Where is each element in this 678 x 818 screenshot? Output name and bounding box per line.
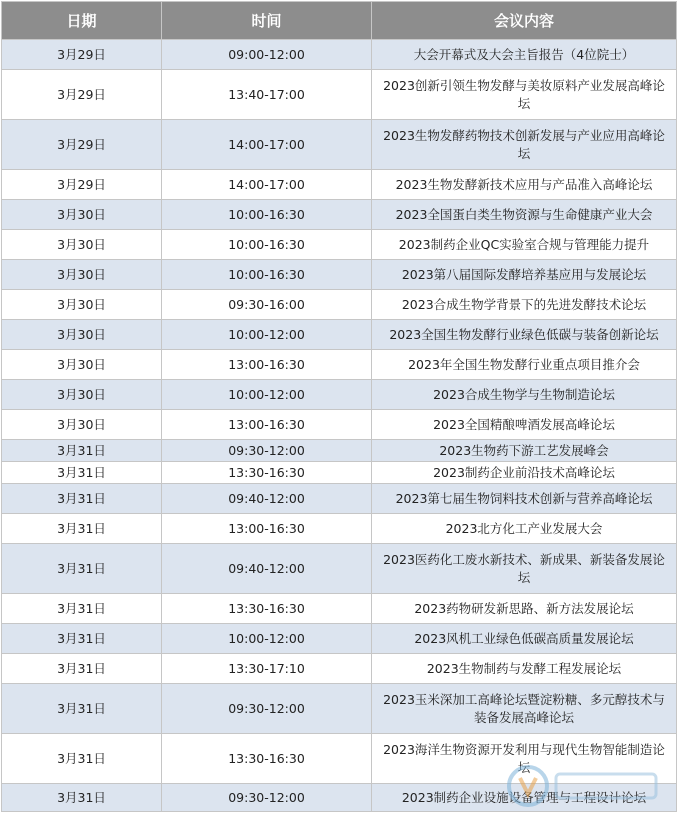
header-topic: 会议内容 xyxy=(372,2,677,40)
cell-date: 3月30日 xyxy=(2,380,162,410)
table-row xyxy=(2,290,677,320)
cell-time: 09:30-12:00 xyxy=(162,684,372,734)
table-row xyxy=(2,684,677,734)
cell-time: 13:40-17:00 xyxy=(162,70,372,120)
cell-time: 13:00-16:30 xyxy=(162,514,372,544)
table-row xyxy=(2,544,677,594)
table-row xyxy=(2,170,677,200)
table-row xyxy=(2,260,677,290)
cell-time: 10:00-12:00 xyxy=(162,380,372,410)
table-row xyxy=(2,380,677,410)
table-row xyxy=(2,230,677,260)
cell-topic: 2023合成生物学与生物制造论坛 xyxy=(372,380,677,410)
table-row xyxy=(2,784,677,812)
cell-topic: 2023玉米深加工高峰论坛暨淀粉糖、多元醇技术与装备发展高峰论坛 xyxy=(372,684,677,734)
cell-date: 3月29日 xyxy=(2,70,162,120)
cell-date: 3月30日 xyxy=(2,200,162,230)
cell-topic: 2023医药化工废水新技术、新成果、新装备发展论坛 xyxy=(372,544,677,594)
cell-date: 3月30日 xyxy=(2,320,162,350)
cell-date: 3月31日 xyxy=(2,594,162,624)
cell-topic: 2023制药企业QC实验室合规与管理能力提升 xyxy=(372,230,677,260)
cell-date: 3月31日 xyxy=(2,684,162,734)
cell-date: 3月31日 xyxy=(2,544,162,594)
cell-topic: 2023生物发酵药物技术创新发展与产业应用高峰论坛 xyxy=(372,120,677,170)
cell-topic: 2023第七届生物饲料技术创新与营养高峰论坛 xyxy=(372,484,677,514)
cell-date: 3月31日 xyxy=(2,654,162,684)
cell-time: 09:40-12:00 xyxy=(162,484,372,514)
cell-time: 09:30-12:00 xyxy=(162,784,372,812)
cell-topic: 2023创新引领生物发酵与美妆原料产业发展高峰论坛 xyxy=(372,70,677,120)
table-row xyxy=(2,654,677,684)
cell-date: 3月30日 xyxy=(2,230,162,260)
table-row xyxy=(2,120,677,170)
cell-time: 13:30-16:30 xyxy=(162,734,372,784)
cell-time: 13:30-17:10 xyxy=(162,654,372,684)
table-row xyxy=(2,734,677,784)
cell-time: 13:30-16:30 xyxy=(162,594,372,624)
table-row xyxy=(2,484,677,514)
cell-date: 3月31日 xyxy=(2,624,162,654)
schedule-table xyxy=(1,1,677,812)
table-header-row xyxy=(2,2,677,40)
cell-topic: 2023全国生物发酵行业绿色低碳与装备创新论坛 xyxy=(372,320,677,350)
cell-topic: 2023药物研发新思路、新方法发展论坛 xyxy=(372,594,677,624)
table-row xyxy=(2,200,677,230)
table-row xyxy=(2,462,677,484)
cell-date: 3月31日 xyxy=(2,462,162,484)
cell-topic: 2023北方化工产业发展大会 xyxy=(372,514,677,544)
cell-time: 13:30-16:30 xyxy=(162,462,372,484)
cell-date: 3月30日 xyxy=(2,350,162,380)
cell-date: 3月29日 xyxy=(2,120,162,170)
cell-time: 10:00-12:00 xyxy=(162,320,372,350)
table-row xyxy=(2,350,677,380)
cell-date: 3月30日 xyxy=(2,260,162,290)
cell-date: 3月29日 xyxy=(2,170,162,200)
cell-date: 3月30日 xyxy=(2,290,162,320)
cell-time: 13:00-16:30 xyxy=(162,410,372,440)
cell-topic: 2023合成生物学背景下的先进发酵技术论坛 xyxy=(372,290,677,320)
cell-topic: 2023海洋生物资源开发利用与现代生物智能制造论坛 xyxy=(372,734,677,784)
cell-time: 10:00-12:00 xyxy=(162,624,372,654)
cell-date: 3月31日 xyxy=(2,734,162,784)
cell-time: 09:30-16:00 xyxy=(162,290,372,320)
cell-topic: 2023全国蛋白类生物资源与生命健康产业大会 xyxy=(372,200,677,230)
cell-topic: 2023全国精酿啤酒发展高峰论坛 xyxy=(372,410,677,440)
cell-time: 13:00-16:30 xyxy=(162,350,372,380)
cell-time: 09:40-12:00 xyxy=(162,544,372,594)
cell-date: 3月31日 xyxy=(2,440,162,462)
cell-time: 10:00-16:30 xyxy=(162,260,372,290)
cell-time: 14:00-17:00 xyxy=(162,170,372,200)
cell-topic: 2023生物制药与发酵工程发展论坛 xyxy=(372,654,677,684)
table-row xyxy=(2,440,677,462)
cell-time: 14:00-17:00 xyxy=(162,120,372,170)
table-row xyxy=(2,410,677,440)
cell-topic: 大会开幕式及大会主旨报告（4位院士） xyxy=(372,40,677,70)
cell-date: 3月29日 xyxy=(2,40,162,70)
cell-time: 09:00-12:00 xyxy=(162,40,372,70)
table-row xyxy=(2,594,677,624)
table-row xyxy=(2,624,677,654)
cell-topic: 2023制药企业设施设备管理与工程设计论坛 xyxy=(372,784,677,812)
cell-date: 3月31日 xyxy=(2,514,162,544)
table-row xyxy=(2,70,677,120)
cell-topic: 2023风机工业绿色低碳高质量发展论坛 xyxy=(372,624,677,654)
cell-topic: 2023年全国生物发酵行业重点项目推介会 xyxy=(372,350,677,380)
table-row xyxy=(2,514,677,544)
cell-topic: 2023第八届国际发酵培养基应用与发展论坛 xyxy=(372,260,677,290)
table-row xyxy=(2,40,677,70)
cell-time: 09:30-12:00 xyxy=(162,440,372,462)
table-row xyxy=(2,320,677,350)
cell-topic: 2023生物药下游工艺发展峰会 xyxy=(372,440,677,462)
cell-topic: 2023生物发酵新技术应用与产品准入高峰论坛 xyxy=(372,170,677,200)
cell-date: 3月31日 xyxy=(2,784,162,812)
cell-date: 3月31日 xyxy=(2,484,162,514)
cell-time: 10:00-16:30 xyxy=(162,200,372,230)
header-date: 日期 xyxy=(2,2,162,40)
cell-topic: 2023制药企业前沿技术高峰论坛 xyxy=(372,462,677,484)
table-body xyxy=(2,40,677,812)
cell-date: 3月30日 xyxy=(2,410,162,440)
cell-time: 10:00-16:30 xyxy=(162,230,372,260)
header-time: 时间 xyxy=(162,2,372,40)
